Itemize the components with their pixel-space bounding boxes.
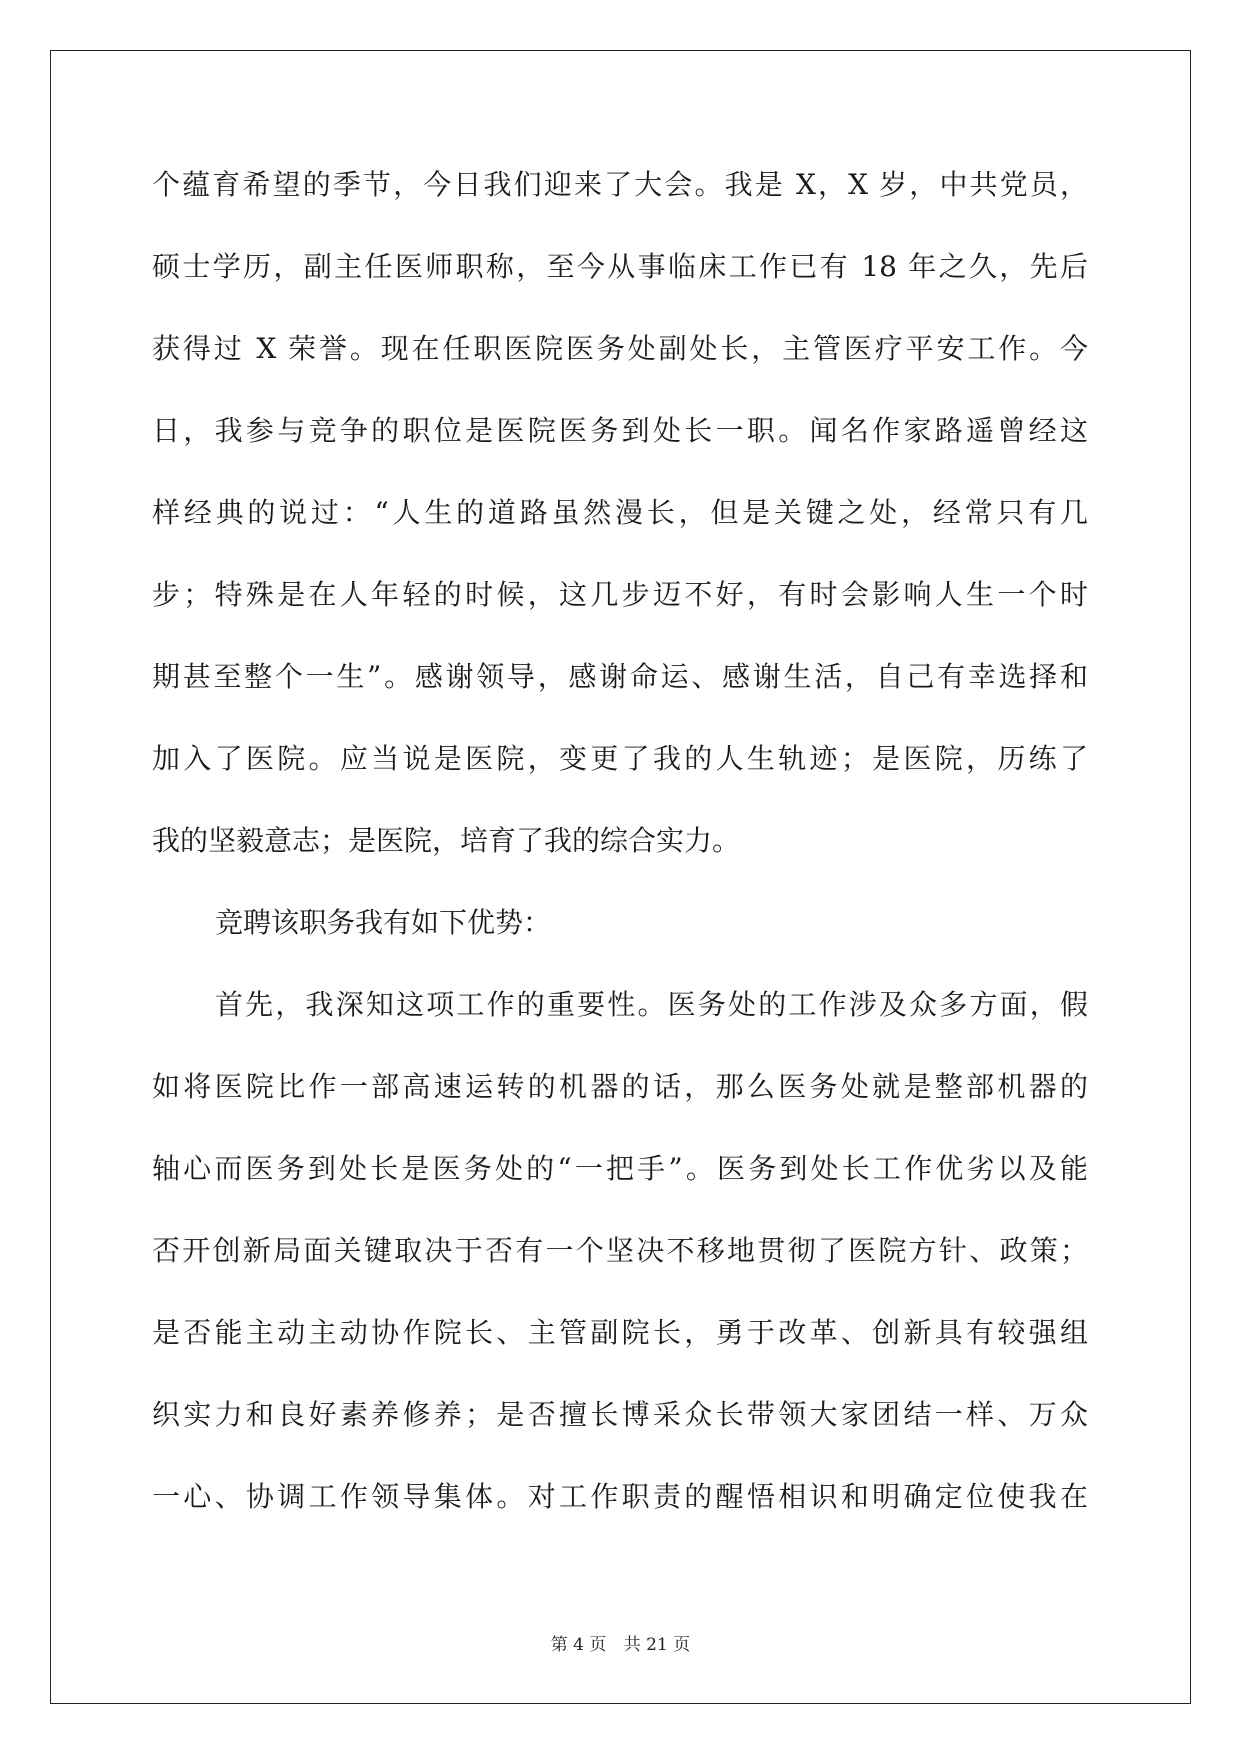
text-line: 如将医院比作一部高速运转的机器的话，那么医务处就是整部机器的: [152, 1070, 1088, 1103]
text-line: 硕士学历，副主任医师职称，至今从事临床工作已有 18 年之久，先后: [152, 250, 1088, 283]
text-line: 步；特殊是在人年轻的时候，这几步迈不好，有时会影响人生一个时: [152, 578, 1088, 611]
text-line: 加入了医院。应当说是医院，变更了我的人生轨迹；是医院，历练了: [152, 742, 1088, 775]
text-line: 样经典的说过：“人生的道路虽然漫长，但是关键之处，经常只有几: [152, 496, 1088, 529]
text-line: 织实力和良好素养修养；是否擅长博采众长带领大家团结一样、万众: [152, 1398, 1088, 1431]
text-line: 轴心而医务到处长是医务处的“一把手”。医务到处长工作优劣以及能: [152, 1152, 1088, 1185]
text-line: 一心、协调工作领导集体。对工作职责的醒悟相识和明确定位使我在: [152, 1480, 1088, 1513]
text-line: 日，我参与竞争的职位是医院医务到处长一职。闻名作家路遥曾经这: [152, 414, 1088, 447]
text-line: 个蕴育希望的季节，今日我们迎来了大会。我是 X，X 岁，中共党员，: [152, 168, 1088, 201]
page-total: 共 21 页: [623, 1635, 691, 1655]
text-line: 期甚至整个一生”。感谢领导，感谢命运、感谢生活，自己有幸选择和: [152, 660, 1088, 693]
document-body: [152, 160, 1088, 1554]
text-line: 是否能主动主动协作院长、主管副院长，勇于改革、创新具有较强组: [152, 1316, 1088, 1349]
page-number: 第 4 页: [550, 1635, 607, 1655]
text-line: 获得过 X 荣誉。现在任职医院医务处副处长，主管医疗平安工作。今: [152, 332, 1088, 365]
paragraph-heading: 竞聘该职务我有如下优势：: [215, 906, 552, 939]
text-line: 首先，我深知这项工作的重要性。医务处的工作涉及众多方面，假: [215, 988, 1088, 1021]
text-line: 我的坚毅意志；是医院，培育了我的综合实力。: [152, 824, 741, 857]
page-footer: [0, 1630, 1241, 1655]
text-line: 否开创新局面关键取决于否有一个坚决不移地贯彻了医院方针、政策；: [152, 1234, 1088, 1267]
